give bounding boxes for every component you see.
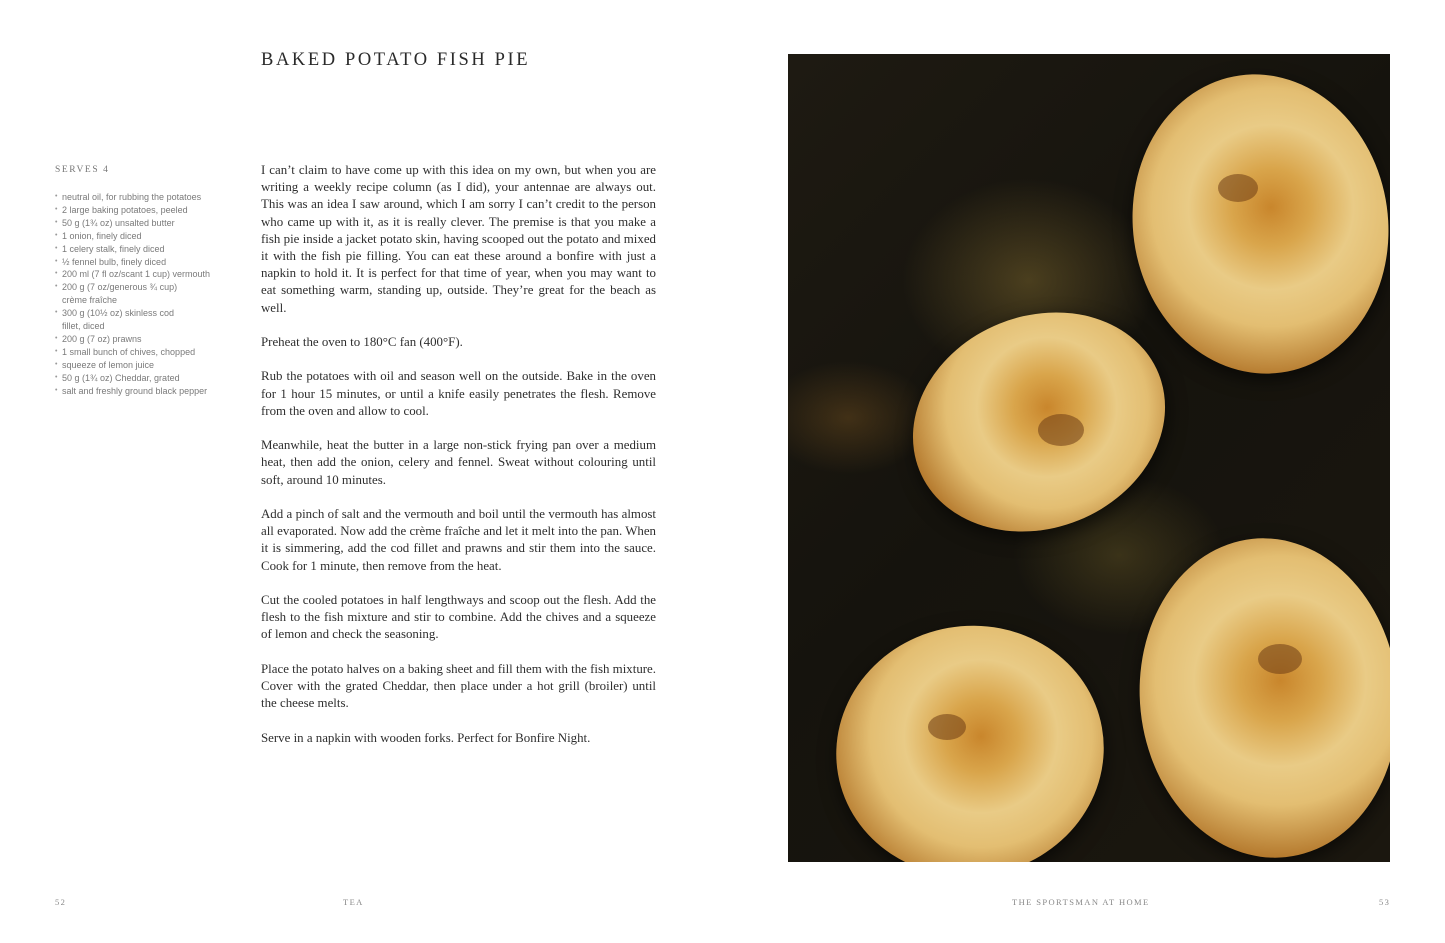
potato-half-top-right [1113,58,1390,391]
ingredient-item: • 200 g (7 oz/generous ¾ cup) crème fraîche [55,281,240,307]
ingredient-item: • 50 g (1¾ oz) unsalted butter [55,217,240,230]
recipe-title: BAKED POTATO FISH PIE [261,50,531,70]
potato-half-middle [880,275,1199,568]
ingredient-item: • 1 celery stalk, finely diced [55,243,240,256]
serves-label: SERVES 4 [55,165,110,175]
recipe-photo [788,54,1390,862]
browned-spot [1258,644,1302,674]
ingredient-item: • 200 ml (7 fl oz/scant 1 cup) vermouth [55,268,240,281]
page-number-left: 52 [55,897,67,907]
ingredient-item: • 200 g (7 oz) prawns [55,333,240,346]
browned-spot [1218,174,1258,202]
browned-spot [1038,414,1084,446]
ingredient-item: • 50 g (1¾ oz) Cheddar, grated [55,372,240,385]
intro-paragraph: I can’t claim to have come up with this idea on my own, but when you are writing a weekly recipe column (as I did), your antennae are always out. This was an idea I saw around, which I am sorry I can’t credit to the person who came up with it, as it is really clever. The premise is that you make a fish pie inside a jacket potato skin, having scooped out the potato and mixed it with the fish pie filling. You can eat these around a bonfire with just a napkin to hold it. It is perfect for that time of year, when you may want to eat something warm, standing up, outside. They’re great for the beach as well. [261,163,656,315]
method-step: Preheat the oven to 180°C fan (400°F). [261,335,463,350]
ingredient-item: • 2 large baking potatoes, peeled [55,204,240,217]
method-step: Serve in a napkin with wooden forks. Perfect for Bonfire Night. [261,730,591,745]
ingredient-item: • ½ fennel bulb, finely diced [55,256,240,269]
method-step: Add a pinch of salt and the vermouth and boil until the vermouth has almost all evaporated. Now add the crème fraîche and let it melt into the pan. When it is simmering, add the cod fillet and prawns and stir them into the sauce. Cook for 1 minute, then remove from the heat. [261,507,656,573]
ingredient-item: • neutral oil, for rubbing the potatoes [55,191,240,204]
running-head-section: TEA [343,897,364,907]
potato-half-bottom-left [816,605,1123,862]
method-step: Rub the potatoes with oil and season well on the outside. Bake in the oven for 1 hour 15 minutes, or until a knife easily penetrates the flesh. Remove from the oven and allow to cool. [261,369,656,418]
browned-spot [928,714,966,740]
method-step: Place the potato halves on a baking sheet and fill them with the fish mixture. Cover with the grated Cheddar, then place under a hot grill (broiler) until the cheese melts. [261,661,656,711]
ingredient-list [55,191,240,398]
page-number-right: 53 [1379,897,1391,907]
method-step: Cut the cooled potatoes in half lengthways and scoop out the flesh. Add the flesh to the fish mixture and stir to combine. Add the chives and a squeeze of lemon and check the seasoning. [261,593,656,642]
ingredient-item: • squeeze of lemon juice [55,359,240,372]
ingredient-item: • salt and freshly ground black pepper [55,385,240,398]
ingredient-item: • 1 small bunch of chives, chopped [55,346,240,359]
method-step: Meanwhile, heat the butter in a large non-stick frying pan over a medium heat, then add the onion, celery and fennel. Sweat without colouring until soft, around 10 minutes. [261,438,656,487]
method-text [261,162,656,764]
ingredient-item: • 1 onion, finely diced [55,230,240,243]
ingredient-item: • 300 g (10½ oz) skinless cod fillet, diced [55,307,240,333]
running-head-book-title: THE SPORTSMAN AT HOME [1012,897,1150,907]
potato-half-bottom-right [1124,525,1390,862]
